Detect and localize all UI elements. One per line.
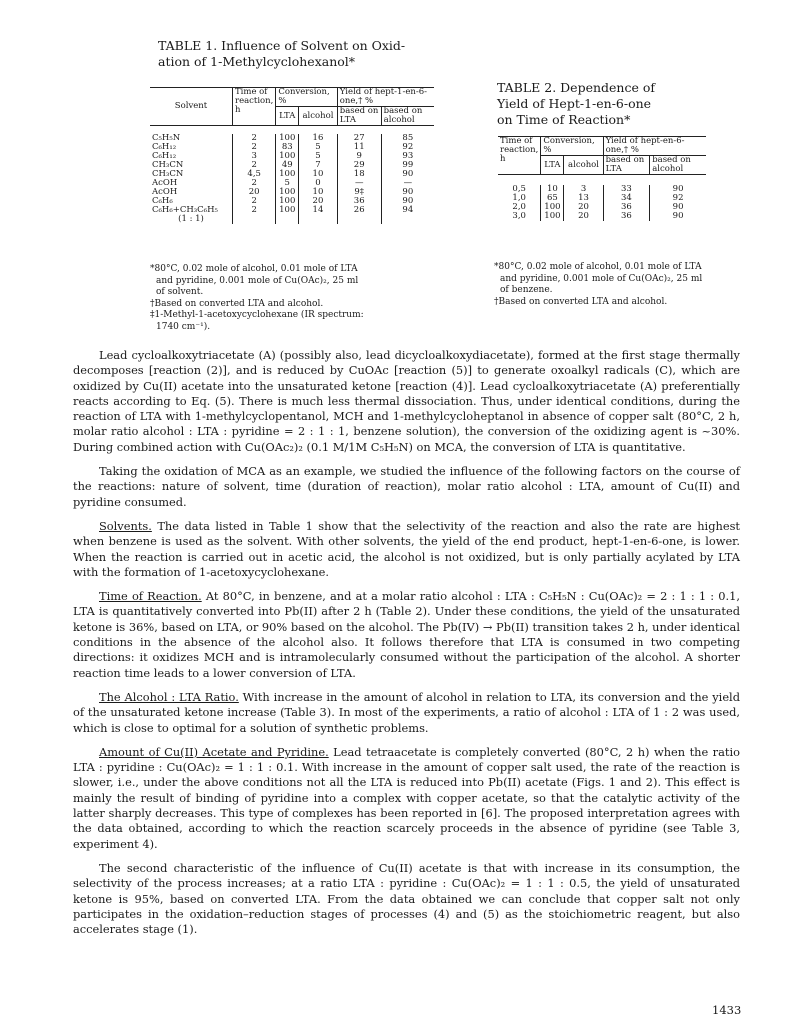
table1-cell-alcohol: 16 xyxy=(299,134,338,143)
table1-cell-yield-lta: 11 xyxy=(337,143,381,152)
table1-cell-time: 2 xyxy=(233,206,276,215)
table1-cell-alcohol: 20 xyxy=(299,197,338,206)
table1-cell-solvent: AcOH xyxy=(150,188,233,197)
table1-cell-yield-lta: 36 xyxy=(337,197,381,206)
table1-cell-yield-alcohol: 90 xyxy=(402,169,414,179)
table2-cell-alcohol: 13 xyxy=(564,194,603,203)
table2-caption-line1: TABLE 2. Dependence of xyxy=(497,80,656,95)
table2-cell-yield-alcohol: 90 xyxy=(672,211,684,221)
paragraph: The second characteristic of the influence of Cu(II) acetate is that with increase in its consumption, the selectivity of the process increases; at a ratio LTA : pyridine : Cu(OAc)₂ = 1 : 1 : 0.5, the yield of unsaturated ketone is 95%, based on converted LTA. From the data obtained we can conclude that copper salt not only participates in the oxidation–reduction stages of processes (4) and (5) as the stoichiometric reagent, but also accelerates stage (1). xyxy=(73,860,740,937)
table-row xyxy=(498,212,706,221)
paragraph-text: At 80°C, in benzene, and at a molar ratio alcohol : LTA : C₅H₅N : Cu(OAc)₂ = 2 : 1 : 1 : 0.1, LTA is quantitatively converted into Pb(II) after 2 h (Table 2). Under these conditions, the yield of the unsaturated ketone is 36%, based on LTA, or 90% based on the alcohol. The Pb(IV) → Pb(II) transition takes 2 h, under identical conditions in the absence of the alcohol also. It follows therefore that LTA is consumed in two competing directions: it oxidizes MCH and is intramolecularly consumed without the participation of the alcohol. A shorter reaction time leads to a lower conversion of LTA. xyxy=(73,589,740,680)
table1-footnotes xyxy=(150,264,430,333)
table1-cell-yield-alcohol: 94 xyxy=(402,205,414,215)
paragraph-text: The data listed in Table 1 show that the selectivity of the reaction and also the rate are highest when benzene is used as the solvent. With other solvents, the yield of the end product, hept-1-en-6-one, is lower. When the reaction is carried out in acetic acid, the alcohol is not oxidized, but is only partially acylated by LTA with the formation of 1-acetoxycyclohexane. xyxy=(73,518,740,579)
body-text xyxy=(73,348,740,946)
table2-footnote: and pyridine, 0.001 mole of Cu(OAc)₂, 25 ml xyxy=(500,273,703,284)
table1-footnote: ‡1-Methyl-1-acetoxycyclohexane (IR spectrum: xyxy=(150,310,364,320)
table1-cell-solvent: C₆H₆+CH₃C₆H₅ xyxy=(150,206,233,215)
table1-caption xyxy=(158,38,418,70)
table1-cell-yield-alcohol: 85 xyxy=(402,133,414,143)
table1-cell-solvent: C₆H₆ xyxy=(150,197,233,206)
paragraph xyxy=(73,690,740,736)
table1-cell-alcohol: 5 xyxy=(299,143,338,152)
table1-cell-yield-alcohol: 90 xyxy=(402,187,414,197)
table2-cell-yield-lta: 36 xyxy=(603,203,650,212)
table1-cell-yield-lta: 29 xyxy=(337,161,381,170)
table1-cell-solvent: AcOH xyxy=(150,179,233,188)
table1-cell-alcohol: 7 xyxy=(299,161,338,170)
table2-header-based-lta: based on LTA xyxy=(603,156,650,175)
table1-cell-time: 2 xyxy=(233,134,276,143)
table2-cell-time: 3,0 xyxy=(498,212,541,221)
table2-cell-yield-alcohol: 92 xyxy=(672,193,684,203)
paragraph xyxy=(73,519,740,580)
table2-cell-yield-alcohol: 90 xyxy=(672,202,684,212)
table1-cell-solvent: CH₃CN xyxy=(150,170,233,179)
table2 xyxy=(498,136,706,221)
table1-header-alcohol: alcohol xyxy=(299,107,338,126)
table1-cell-time: 2 xyxy=(233,179,276,188)
table1-cell-solvent: C₅H₅N xyxy=(150,134,233,143)
table1-caption-line1: TABLE 1. Influence of Solvent on Oxid- xyxy=(158,38,406,53)
table2-footnote: of benzene. xyxy=(500,285,553,295)
table1-cell-lta: 83 xyxy=(276,143,299,152)
paragraph-text: Lead tetraacetate is completely converted (80°C, 2 h) when the ratio LTA : pyridine : Cu(OAc)₂ = 1 : 1 : 0.1. With increase in the amount of copper salt used, the rate of the reaction is slower, i.e., under the above conditions not all the LTA is reduced into Pb(II) acetate (Figs. 1 and 2). This effect is mainly the result of binding of pyridine into a complex with copper acetate, so that the catalytic activity of the latter sharply decreases. This type of complexes has been reported in [6]. The proposed interpretation agrees with the data obtained, according to which the reaction scarcely proceeds in the absence of pyridine (see Table 3, experiment 4). xyxy=(73,744,740,851)
table2-cell-yield-lta: 34 xyxy=(603,194,650,203)
paragraph: Taking the oxidation of MCA as an example, we studied the influence of the following factors on the course of the reactions: nature of solvent, time (duration of reaction), molar ratio alcohol : LTA, amount of Cu(II) and pyridine consumed. xyxy=(73,464,740,509)
table1-caption-line2: ation of 1-Methylcyclohexanol* xyxy=(158,54,356,69)
table2-cell-time: 1,0 xyxy=(498,194,541,203)
table1-cell-time: 3 xyxy=(233,152,276,161)
table1-header-conversion: Conversion, % xyxy=(276,88,337,107)
table1-solvent-note: (1 : 1) xyxy=(150,215,233,224)
table2-footnotes xyxy=(494,262,754,308)
table2-header-time: Time of reaction, h xyxy=(498,137,541,175)
table1-cell-lta: 5 xyxy=(276,179,299,188)
table1-cell-alcohol: 10 xyxy=(299,170,338,179)
table1-cell-solvent: C₆H₁₂ xyxy=(150,152,233,161)
table2-cell-lta: 100 xyxy=(541,212,564,221)
table1-cell-time: 2 xyxy=(233,197,276,206)
section-head-time: Time of Reaction. xyxy=(99,589,202,604)
table1-cell-yield-lta: — xyxy=(337,179,381,188)
section-head-ratio: The Alcohol : LTA Ratio. xyxy=(99,689,239,704)
table1-footnote: 1740 cm⁻¹). xyxy=(156,321,211,332)
table1-footnote: of solvent. xyxy=(156,287,204,297)
table2-caption-line3: on Time of Reaction* xyxy=(497,112,631,127)
table2-cell-yield-alcohol: 90 xyxy=(672,184,684,194)
table2-cell-lta: 100 xyxy=(541,203,564,212)
table1-header-solvent: Solvent xyxy=(150,88,233,126)
table1-cell-lta: 100 xyxy=(276,170,299,179)
table2-cell-alcohol: 20 xyxy=(564,212,603,221)
table1-cell-yield-lta: 26 xyxy=(337,206,381,215)
table1-cell-lta: 100 xyxy=(276,206,299,215)
table1-cell-yield-lta: 18 xyxy=(337,170,381,179)
table1-cell-yield-alcohol: 99 xyxy=(402,160,414,170)
table2-cell-alcohol: 20 xyxy=(564,203,603,212)
table1-header-time: Time of reaction, h xyxy=(233,88,276,126)
paragraph xyxy=(73,745,740,852)
table1-cell-time: 20 xyxy=(233,188,276,197)
table1-footnote: †Based on converted LTA and alcohol. xyxy=(150,298,324,309)
table1-cell-time: 4,5 xyxy=(233,170,276,179)
table1-cell-yield-alcohol: 90 xyxy=(402,196,414,206)
paragraph xyxy=(73,589,740,681)
page-number: 1433 xyxy=(712,1003,742,1017)
table1-footnote: and pyridine, 0.001 mole of Cu(OAc)₂, 25 ml xyxy=(156,275,359,286)
table1-header-based-alcohol: based on alcohol xyxy=(381,107,434,126)
table2-caption-line2: Yield of Hept-1-en-6-one xyxy=(497,96,652,111)
table2-header-yield: Yield of hept-en-6-one,† % xyxy=(603,137,706,156)
table1-cell-yield-alcohol: 93 xyxy=(402,151,414,161)
table1-cell-alcohol: 5 xyxy=(299,152,338,161)
table1-cell-alcohol: 10 xyxy=(299,188,338,197)
table2-header-based-alcohol: based on alcohol xyxy=(650,156,706,175)
section-head-solvents: Solvents. xyxy=(99,518,152,533)
table2-cell-lta: 65 xyxy=(541,194,564,203)
table1-cell-solvent: C₆H₁₂ xyxy=(150,143,233,152)
table1-cell-yield-alcohol: — xyxy=(403,178,413,188)
table1 xyxy=(150,87,434,224)
table1-cell-lta: 100 xyxy=(276,188,299,197)
table-row xyxy=(150,170,434,179)
table-row xyxy=(150,215,434,224)
table2-header-alcohol: alcohol xyxy=(564,156,603,175)
table1-cell-time: 2 xyxy=(233,161,276,170)
table2-header-conversion: Conversion, % xyxy=(541,137,603,156)
section-head-copper: Amount of Cu(II) Acetate and Pyridine. xyxy=(99,744,329,759)
paragraph: Lead cycloalkoxytriacetate (A) (possibly also, lead dicycloalkoxydiacetate), formed at the first stage thermally decomposes [reaction (2)], and is reduced by CuOAc [reaction (5)] to generate oxoalkyl radicals (C), which are oxidized by Cu(II) acetate into the unsaturated ketone [reaction (4)]. Lead cycloalkoxytriacetate (A) preferentially reacts according to Eq. (5). There is much less thermal dissociation. Thus, under identical conditions, during the reaction of LTA with 1-methylcyclopentanol, MCH and 1-methylcycloheptanol in absence of copper salt (80°C, 2 h, molar ratio alcohol : LTA : pyridine = 2 : 1 : 1, benzene solution), the conversion of the oxidizing agent is ~30%. During combined action with Cu(OAc₂)₂ (0.1 M/1M C₅H₅N) on MCA, the conversion of LTA is quantitative. xyxy=(73,348,740,454)
table1-cell-yield-alcohol: 92 xyxy=(402,142,414,152)
table2-cell-yield-lta: 36 xyxy=(603,212,650,221)
table2-cell-lta: 10 xyxy=(541,185,564,194)
table1-cell-lta: 49 xyxy=(276,161,299,170)
table2-caption xyxy=(497,80,697,128)
table1-cell-solvent: CH₃CN xyxy=(150,161,233,170)
table2-footnote: *80°C, 0.02 mole of alcohol, 0.01 mole of LTA xyxy=(494,262,702,272)
table2-cell-alcohol: 3 xyxy=(564,185,603,194)
table2-cell-yield-lta: 33 xyxy=(603,185,650,194)
paragraph-text: With increase in the amount of alcohol in relation to LTA, its conversion and the yield of the unsaturated ketone increase (Table 3). In most of the experiments, a ratio of alcohol : LTA of 1 : 2 was used, which is close to optimal for a solution of synthetic problems. xyxy=(73,689,740,735)
table1-cell-alcohol: 0 xyxy=(299,179,338,188)
table1-cell-lta: 100 xyxy=(276,134,299,143)
table1-cell-yield-lta: 27 xyxy=(337,134,381,143)
table2-cell-time: 0,5 xyxy=(498,185,541,194)
table1-cell-time: 2 xyxy=(233,143,276,152)
table1-header-yield: Yield of hept-1-en-6-one,† % xyxy=(337,88,434,107)
table1-cell-alcohol: 14 xyxy=(299,206,338,215)
table1-cell-yield-lta: 9‡ xyxy=(337,188,381,197)
table2-footnote: †Based on converted LTA and alcohol. xyxy=(494,296,668,307)
table1-cell-lta: 100 xyxy=(276,152,299,161)
table1-cell-lta: 100 xyxy=(276,197,299,206)
table1-cell-yield-lta: 9 xyxy=(337,152,381,161)
table2-cell-time: 2,0 xyxy=(498,203,541,212)
table1-footnote: *80°C, 0.02 mole of alcohol, 0.01 mole of LTA xyxy=(150,264,358,274)
table1-header-based-lta: based on LTA xyxy=(337,107,381,126)
table1-header-lta: LTA xyxy=(276,107,299,126)
table2-header-lta: LTA xyxy=(541,156,564,175)
